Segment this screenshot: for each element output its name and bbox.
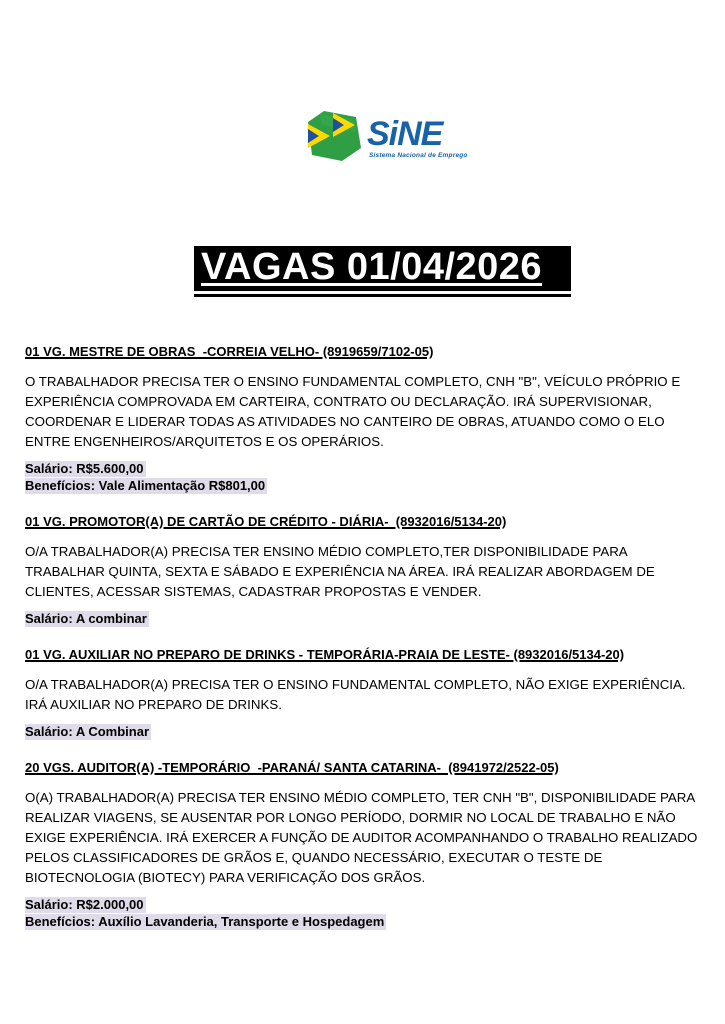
job-title: 20 VGS. AUDITOR(A) -TEMPORÁRIO -PARANÁ/ SANTA CATARINA- (8941972/2522-05) (25, 760, 559, 775)
salary-line (25, 460, 703, 477)
job-listing (25, 760, 703, 930)
salary-highlight: Salário: A combinar (25, 611, 147, 626)
job-listing (25, 344, 703, 494)
salary-line (25, 723, 703, 740)
salary-line (25, 610, 703, 627)
vagas-banner (194, 246, 571, 297)
job-description: O/A TRABALHADOR(A) PRECISA TER ENSINO MÉDIO COMPLETO,TER DISPONIBILIDADE PARA TRABALHAR QUINTA, SEXTA E SÁBADO E EXPERIÊNCIA NA ÁREA. IRÁ REALIZAR ABORDAGEM DE CLIENTES, ACESSAR SISTEMAS, CADASTRAR PROPOSTAS E VENDER. (25, 544, 659, 599)
sine-flag-icon (306, 110, 364, 162)
benefits-line (25, 477, 703, 494)
benefits-line (25, 913, 703, 930)
job-list (25, 344, 703, 950)
salary-highlight: Salário: R$5.600,00 (25, 461, 144, 476)
job-description: O(A) TRABALHADOR(A) PRECISA TER ENSINO MÉDIO COMPLETO, TER CNH "B", DISPONIBILIDADE PARA REALIZAR VIAGENS, SE AUSENTAR POR LONGO PERÍODO, DORMIR NO LOCAL DE TRABALHO E NÃO EXIGE EXPERIÊNCIA. IRÁ EXERCER A FUNÇÃO DE AUDITOR ACOMPANHANDO O TRABALHO REALIZADO PELOS CLASSIFICADORES DE GRÃOS E, QUANDO NECESSÁRIO, EXECUTAR O TESTE DE BIOTECNOLOGIA (BIOTECY) PARA VERIFICAÇÃO DOS GRÃOS. (25, 790, 702, 885)
page-title: VAGAS 01/04/2026 (201, 246, 543, 288)
job-title: 01 VG. MESTRE DE OBRAS -CORREIA VELHO- (8919659/7102-05) (25, 344, 434, 359)
vagas-banner-box (194, 246, 571, 291)
sine-brand-name: SiNE (367, 115, 443, 153)
job-description: O TRABALHADOR PRECISA TER O ENSINO FUNDAMENTAL COMPLETO, CNH "B", VEÍCULO PRÓPRIO E EXPERIÊNCIA COMPROVADA EM CARTEIRA, CONTRATO OU DECLARAÇÃO. IRÁ SUPERVISIONAR, COORDENAR E LIDERAR TODAS AS ATIVIDADES NO CANTEIRO DE OBRAS, ATUANDO COMO O ELO ENTRE ENGENHEIROS/ARQUITETOS E OS OPERÁRIOS. (25, 374, 684, 449)
sine-logo (306, 110, 468, 162)
banner-underline (194, 294, 571, 297)
salary-line (25, 896, 703, 913)
job-title: 01 VG. PROMOTOR(A) DE CARTÃO DE CRÉDITO - DIÁRIA- (8932016/5134-20) (25, 514, 507, 529)
sine-logo-text (367, 115, 468, 159)
job-listing (25, 514, 703, 627)
benefits-highlight: Benefícios: Vale Alimentação R$801,00 (25, 478, 266, 493)
salary-highlight: Salário: R$2.000,00 (25, 897, 144, 912)
job-description: O/A TRABALHADOR(A) PRECISA TER O ENSINO FUNDAMENTAL COMPLETO, NÃO EXIGE EXPERIÊNCIA. IRÁ AUXILIAR NO PREPARO DE DRINKS. (25, 677, 690, 712)
job-listing (25, 647, 703, 740)
job-title: 01 VG. AUXILIAR NO PREPARO DE DRINKS - TEMPORÁRIA-PRAIA DE LESTE- (8932016/5134-20) (25, 647, 625, 662)
salary-highlight: Salário: A Combinar (25, 724, 150, 739)
sine-tagline: Sistema Nacional de Emprego (369, 152, 468, 159)
benefits-highlight: Benefícios: Auxílio Lavanderia, Transporte e Hospedagem (25, 914, 385, 929)
